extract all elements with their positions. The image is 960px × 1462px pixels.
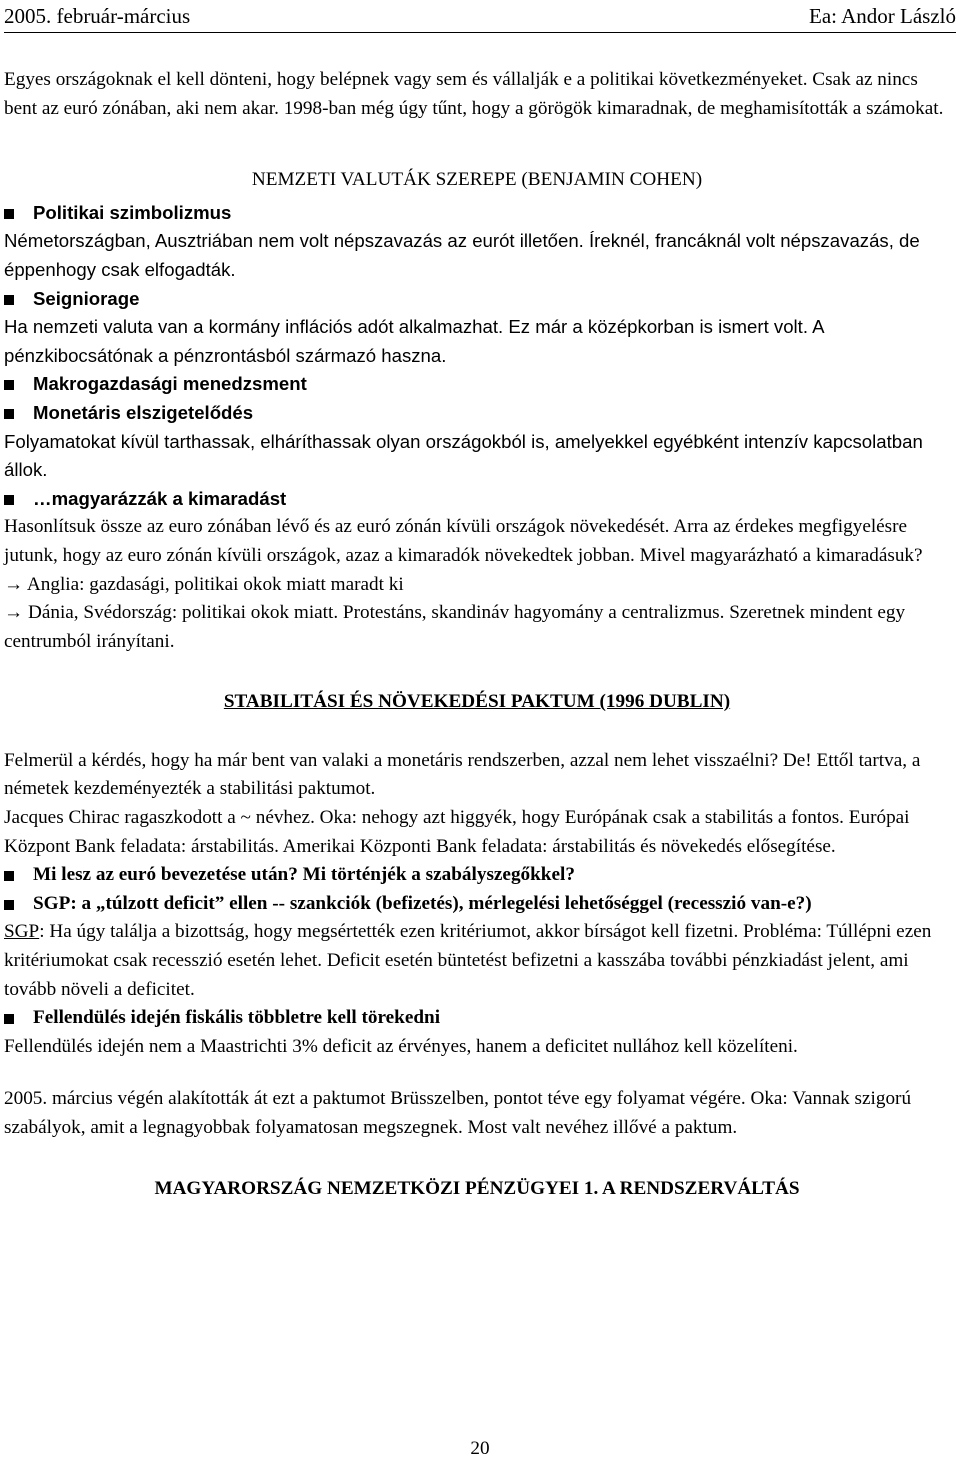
paragraph-maastricht: Fellendülés idején nem a Maastrichti 3% deficit az érvényes, hanem a deficitet nullához kell közelíteni. [4, 1035, 798, 1057]
bullet-text: Seigniorage [33, 287, 140, 309]
paragraph-inflation-tax: Ha nemzeti valuta van a kormány inflációs adót alkalmazhat. Ez már a középkorban is ismert volt. A pénzkibocsátónak a pénzrontásból származó haszna. [4, 316, 824, 366]
square-bullet-icon [4, 209, 14, 219]
square-bullet-icon [4, 1014, 14, 1024]
paragraph-sgp-fine [4, 918, 950, 1004]
bullet-sgp-deficit [4, 890, 950, 919]
bullet-text: Politikai szimbolizmus [33, 201, 232, 223]
square-bullet-icon [4, 871, 14, 881]
square-bullet-icon [4, 409, 14, 419]
bullet-monetary-isolation [4, 399, 950, 428]
paragraph-chirac: Jacques Chirac ragaszkodott a ~ névhez. Oka: nehogy azt higgyék, hogy Európának csak a stabilitás a fontos. Európai Központ Bank feladata: árstabilitás. Amerikai Központi Bank feladata: árstabilitás és növekedés elősegítése. [4, 807, 910, 857]
bullet-after-euro [4, 861, 950, 890]
bullet-political-symbolism [4, 199, 950, 228]
bullet-text: …magyarázzák a kimaradást [33, 487, 287, 509]
bullet-text: Fellendülés idején fiskális többletre kell törekedni [33, 1007, 441, 1029]
sgp-paragraph-text: : Ha úgy találja a bizottság, hogy megsértették ezen kritériumot, akkor bírságot kell fizetni. Probléma: Túllépni ezen kritériumokat csak recesszió esetén lehet. Deficit esetén büntetést befizetni a kasszába további pénzkiadást jelent, ami tovább növeli a deficitet. [4, 921, 932, 1000]
square-bullet-icon [4, 495, 14, 505]
header-lecturer: Ea: Andor László [809, 4, 956, 28]
arrow-item-denmark-sweden: → Dánia, Svédország: politikai okok miatt. Protestáns, skandináv hagyomány a centralizmus. Szeretnek mindent egy centrumból irányítani. [4, 602, 906, 652]
paragraph-growth-comparison: Hasonlítsuk össze az euro zónában lévő és az euró zónán kívüli országok növekedését. Arra az érdekes megfigyelésre jutunk, hogy az euro zónán kívüli országok, azaz a kimaradók növekedtek jobban. Mivel magyarázható a kimaradásuk? [4, 516, 923, 566]
bullet-text: Mi lesz az euró bevezetése után? Mi történjék a szabályszegőkkel? [33, 864, 575, 886]
paragraph-brussels-2005: 2005. március végén alakították át ezt a paktumot Brüsszelben, pontot téve egy folyamat végére. Oka: Vannak szigorú szabályok, amit a legnagyobbak folyamatosan megszegnek. Most valt nevéhez illővé a paktum. [4, 1088, 912, 1138]
bullet-text: SGP: a „túlzott deficit” ellen -- szankciók (befizetés), mérlegelési lehetőséggel (recesszió van-e?) [33, 892, 812, 914]
sgp-underlined-label: SGP [4, 921, 40, 943]
document-body [4, 66, 950, 1203]
bullet-seigniorage [4, 285, 950, 314]
paragraph-abuse-question: Felmerül a kérdés, hogy ha már bent van valaki a monetáris rendszerben, azzal nem lehet visszaélni? De! Ettől tartva, a németek kezdeményezték a stabilitási paktumot. [4, 749, 921, 800]
arrow-item-england: → Anglia: gazdasági, politikai okok miatt maradt ki [4, 573, 404, 595]
header-date: 2005. február-március [4, 4, 191, 28]
square-bullet-icon [4, 295, 14, 305]
paragraph-isolation: Folyamatokat kívül tarthassak, elháríthassak olyan országokból is, amelyekkel egyébként intenzív kapcsolatban állok. [4, 430, 923, 481]
bullet-fiscal-surplus [4, 1004, 950, 1033]
paragraph-referendum: Németországban, Ausztriában nem volt népszavazás az eurót illetően. Íreknél, francáknál volt népszavazás, de éppenhogy csak elfogadták. [4, 230, 920, 280]
square-bullet-icon [4, 900, 14, 910]
section-title-national-currencies: NEMZETI VALUTÁK SZEREPE (BENJAMIN COHEN) [251, 169, 703, 191]
bullet-text: Makrogazdasági menedzsment [33, 373, 307, 395]
page-header [4, 2, 956, 33]
bullet-explain-staying-out [4, 485, 950, 514]
page-number: 20 [470, 1438, 490, 1459]
square-bullet-icon [4, 380, 14, 390]
bullet-macro-management [4, 370, 950, 399]
bullet-text: Monetáris elszigetelődés [33, 401, 254, 423]
intro-paragraph: Egyes országoknak el kell dönteni, hogy belépnek vagy sem és vállalják e a politikai következményeket. Csak az nincs bent az euró zónában, aki nem akar. 1998-ban még úgy tűnt, hogy a görögök kimaradnak, de meghamisították a számokat. [4, 69, 944, 119]
section-title-hungary-finance: MAGYARORSZÁG NEMZETKÖZI PÉNZÜGYEI 1. A RENDSZERVÁLTÁS [154, 1177, 800, 1199]
section-title-stability-pact: STABILITÁSI ÉS NÖVEKEDÉSI PAKTUM (1996 DUBLIN) [223, 691, 731, 713]
